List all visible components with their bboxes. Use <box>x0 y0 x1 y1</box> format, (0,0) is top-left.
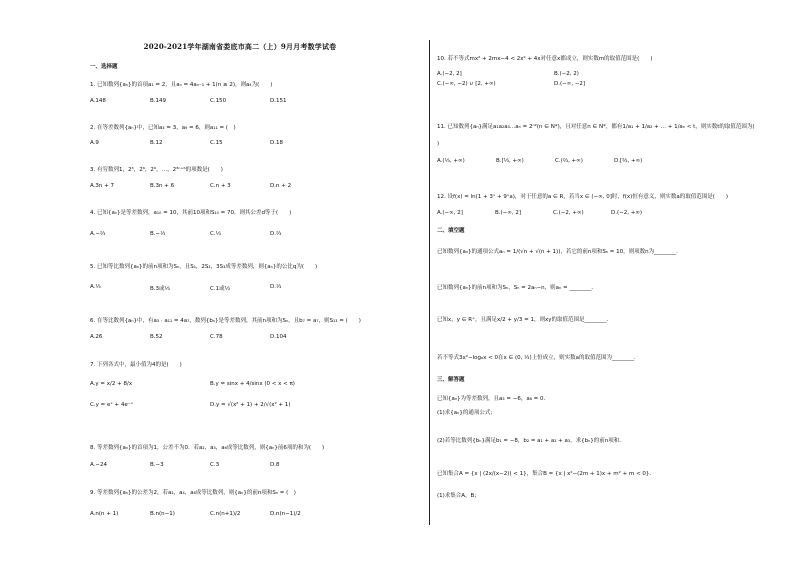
option-b: B.12 <box>150 140 163 146</box>
question-6-options <box>90 334 330 340</box>
option-a: A.−24 <box>90 462 108 468</box>
answer-question-18: 已知集合A = {x | (2x/(x−2)) < 1}，集合B = {x | x²−(2m + 1)x + m² + m < 0}． <box>437 471 655 477</box>
option-c: C.⅓ <box>210 231 221 237</box>
question-7-options-row1 <box>90 381 330 387</box>
question-1-options <box>90 98 330 104</box>
question-4: 4. 已知{aₙ}是等差数列，a₁₀ = 10，其前10项和S₁₀ = 70，则其公差d等于( ) <box>90 210 292 216</box>
page-title: 2020-2021学年湖南省娄底市高二（上）9月月考数学试卷 <box>143 42 337 51</box>
option-a: A.148 <box>90 98 106 104</box>
option-a: A.(−∞, 2] <box>437 210 463 216</box>
option-d: D.8 <box>270 462 280 468</box>
question-5: 5. 已知等比数列{aₙ}的前n项和为Sₙ，且S₁，2S₂，3S₃成等差数列，则{aₙ}的公比q为( ) <box>90 264 318 270</box>
option-d: D.[⅔, +∞) <box>614 158 643 164</box>
option-a: A.3n + 7 <box>90 183 115 189</box>
option-c: C.3 <box>210 462 220 468</box>
option-c: C.(−2, +∞) <box>553 210 584 216</box>
question-10: 10. 若不等式mx² + 2mx−4 < 2x² + 4x对任意x都成立，则实数m的取值范围是( ) <box>437 56 653 62</box>
option-a: A.9 <box>90 140 99 146</box>
question-12-options <box>437 210 669 216</box>
section-fill-heading: 二、填空题 <box>437 228 465 234</box>
option-b: B.149 <box>150 98 167 104</box>
question-12: 12. 设f(x) = ln(1 + 3ˣ + 9ˣa)，对于任意的a ∈ R，若当x ∈ (−∞, 0]时，f(x)恒有意义，则实数a的取值范围是( ) <box>437 194 728 200</box>
option-c: C.15 <box>210 140 223 146</box>
question-7: 7. 下列各式中，最小值为4的是( ) <box>90 362 182 368</box>
option-b: B.y = sinx + 4/sinx (0 < x < π) <box>210 381 295 387</box>
option-d: D.y = √(x² + 1) + 2/√(x² + 1) <box>210 402 291 408</box>
question-11-bracket: ) <box>437 141 440 147</box>
option-b: B.n(n−1) <box>150 511 175 517</box>
question-8-options <box>90 462 330 468</box>
option-c: C.78 <box>210 334 223 340</box>
question-4-options <box>90 231 330 237</box>
answer-question-17-part1: (1)求{aₙ}的通项公式； <box>437 410 496 416</box>
option-b: B.(−2, 2) <box>554 71 579 77</box>
question-1: 1. 已知数列{aₙ}的首项a₁ = 2，且aₙ = 4aₙ₋₁ + 1(n ≥ 2)，则a₄为( ) <box>90 82 273 88</box>
answer-question-17: 已知{aₙ}为等差数列，且a₃ = −6，a₆ = 0． <box>437 396 550 402</box>
section-answer-heading: 三、解答题 <box>437 377 465 383</box>
question-10-options-row1 <box>437 71 671 77</box>
fill-question-15: 已知x，y ∈ R⁺，且满足x/2 + y/3 = 1，则xy的取值范围是________． <box>437 317 612 323</box>
option-a: A.y = x/2 + 8/x <box>90 381 133 387</box>
option-d: D.151 <box>270 98 287 104</box>
option-d: D.104 <box>270 334 287 340</box>
question-3: 3. 有穷数列1，2³，2⁶，2⁹，…，2³ⁿ⁺⁶的项数是( ) <box>90 167 223 173</box>
question-6: 6. 在等比数列{aₙ}中，有a₃ · a₁₁ = 4a₇，数列{bₙ}是等差数列，其前n项和为Sₙ，且b₇ = a₇，则S₁₃ = ( ) <box>90 318 361 324</box>
fill-question-13: 已知数列{aₙ}的通项公式aₙ = 1/(√n + √(n + 1))，若它的前n项和Sₙ = 10，则项数n为________． <box>437 249 682 255</box>
option-b: B.−3 <box>150 462 164 468</box>
question-9-options <box>90 511 330 517</box>
question-7-options-row2 <box>90 402 330 408</box>
option-b: B.−⅓ <box>150 231 166 237</box>
question-10-options-row2 <box>437 81 671 87</box>
answer-question-18-part1: (1)求集合A，B； <box>437 493 480 499</box>
answer-question-17-part2: (2)若等比数列{bₙ}满足b₁ = −8，b₂ = a₁ + a₂ + a₃，求{bₙ}的前n项和． <box>437 438 625 444</box>
option-c: C.n + 3 <box>210 183 231 189</box>
option-b: B.52 <box>150 334 163 340</box>
option-c: C.1或⅓ <box>210 286 230 292</box>
option-b: B.3n + 6 <box>150 183 175 189</box>
option-c: C.n(n+1)/2 <box>210 511 241 517</box>
question-8: 8. 等差数列{aₙ}的首项为1，公差不为0．若a₂，a₃，a₆成等比数列，则{aₙ}前6项的和为( ) <box>90 445 325 451</box>
question-2-options <box>90 140 330 146</box>
option-d: D.(−∞, −2] <box>554 81 586 87</box>
fill-question-14: 已知数列{aₙ}的前n项和为Sₙ，Sₙ = 2aₙ−n，则aₙ = ________． <box>437 285 597 291</box>
question-11: 11. 已知数列{aₙ}满足a₁a₂a₃…aₙ = 2ⁿ²(n ∈ N*)，且对任意n ∈ N*，都有1/a₁ + 1/a₂ + … + 1/aₙ < t，则实数t的取值范围为( <box>437 124 766 130</box>
question-11-options <box>437 158 673 164</box>
option-a: A.⅓ <box>90 284 101 290</box>
option-d: D.⅔ <box>270 231 282 237</box>
option-c: C.(⅔, +∞) <box>555 158 583 164</box>
option-a: A.(⅓, +∞) <box>437 158 465 164</box>
option-d: D.18 <box>270 140 283 146</box>
section-choice-heading: 一、选择题 <box>90 64 118 70</box>
option-a: A.−⅔ <box>90 231 106 237</box>
question-3-options <box>90 183 330 189</box>
option-d: D.n + 2 <box>270 183 292 189</box>
option-b: B.(−∞, 2] <box>495 210 521 216</box>
option-c: C.150 <box>210 98 227 104</box>
question-9: 9. 等差数列{aₙ}的公差为2，若a₂，a₄，a₈成等比数列，则{aₙ}的前n项和Sₙ = ( ) <box>90 490 296 496</box>
option-d: D.n(n−1)/2 <box>270 511 301 517</box>
fill-question-16: 若不等式3x²−logₐx < 0在x ∈ (0, ⅓)上恒成立，则实数a的取值范围为________． <box>437 355 640 361</box>
option-b: B.3或⅓ <box>150 286 170 292</box>
question-5-options <box>90 284 330 292</box>
option-d: D.(−2, +∞) <box>611 210 643 216</box>
option-c: C.(−∞, −2) ∪ [2, +∞) <box>437 81 496 87</box>
option-a: A.n(n + 1) <box>90 511 119 517</box>
option-a: A.(−2, 2] <box>437 71 462 77</box>
option-d: D.⅓ <box>270 284 282 290</box>
option-b: B.[⅓, +∞) <box>496 158 524 164</box>
option-a: A.26 <box>90 334 103 340</box>
column-divider <box>429 40 430 525</box>
question-2: 2. 在等差数列{aₙ}中，已知a₃ = 3，a₉ = 6，则a₁₁ = ( ) <box>90 125 236 131</box>
option-c: C.y = eˣ + 4e⁻ˣ <box>90 402 134 408</box>
